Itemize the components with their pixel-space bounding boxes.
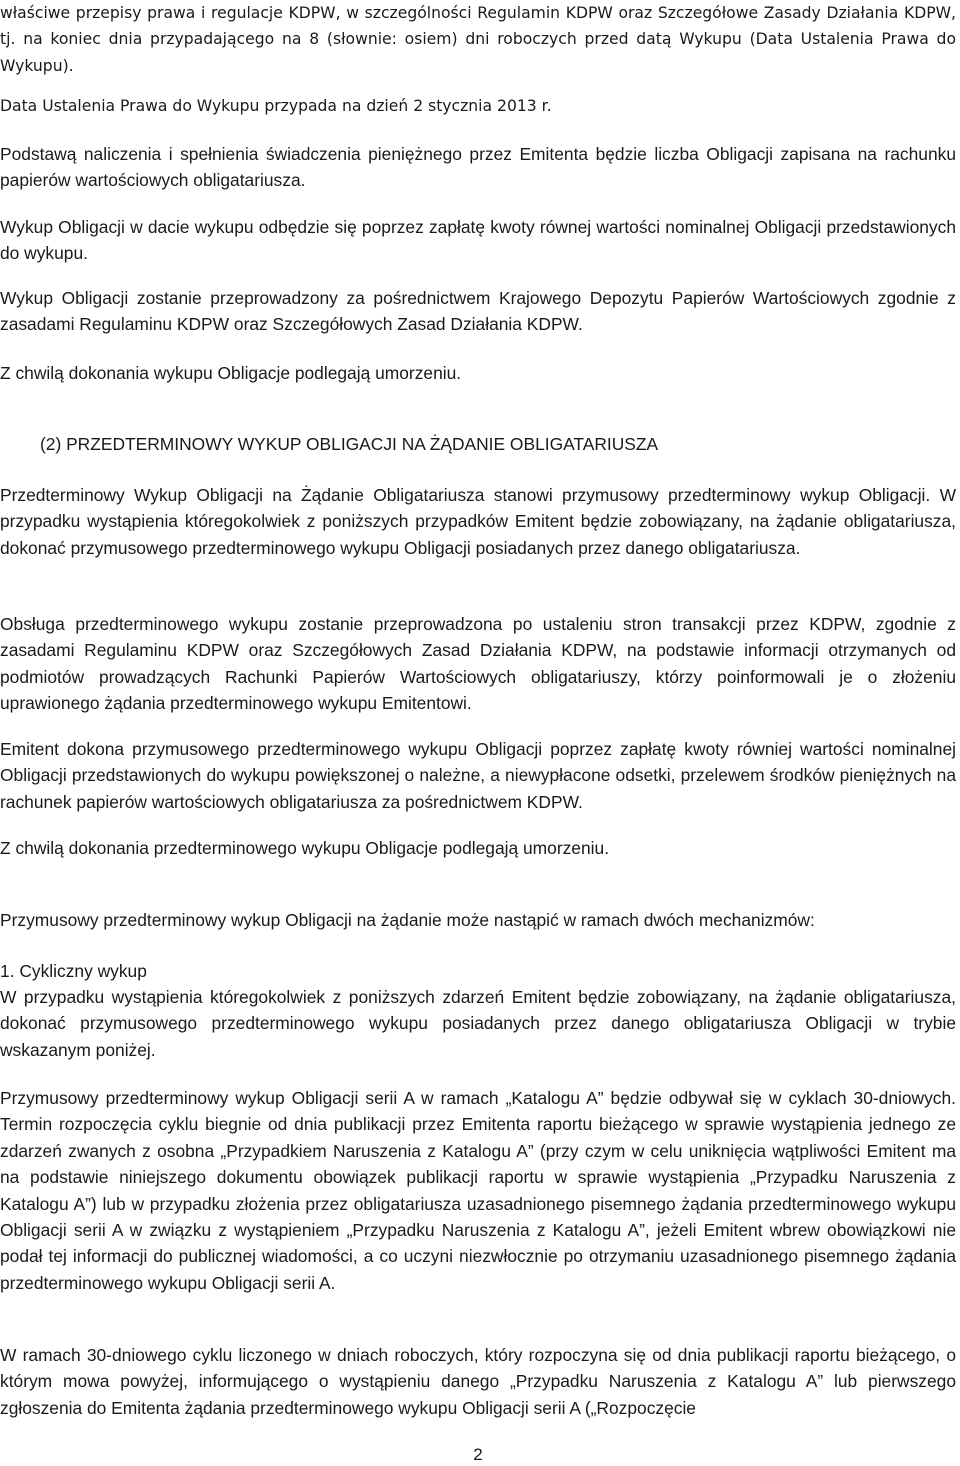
paragraph-kdpw-redemption: Wykup Obligacji zostanie przeprowadzony za pośrednictwem Krajowego Depozytu Papierów Wartościowych zgodnie z zasadami Regulaminu KDPW oraz Szczegółowych Zasad Działania KDPW. [0,288,956,335]
paragraph-record-date: Data Ustalenia Prawa do Wykupu przypada na dzień 2 stycznia 2013 r. [0,97,552,115]
paragraph-early-cancellation: Z chwilą dokonania przedterminowego wykupu Obligacje podlegają umorzeniu. [0,838,610,858]
page-number: 2 [473,1445,483,1464]
paragraph-catalogue-a: Przymusowy przedterminowy wykup Obligacji serii A w ramach „Katalogu A” będzie odbywał się w cyklach 30-dniowych. Termin rozpoczęcia cyklu biegnie od dnia publikacji przez Emitenta raportu bieżącego w sprawie wystąpienia jednego ze zdarzeń zwanych z osobna „Przypadkiem Naruszenia z Katalogu A” (przy czym w celu uniknięcia wątpliwości Emitent ma na podstawie niniejszego dokumentu obowiązek publikacji raportu w sprawie wystąpienia „Przypadku Naruszenia z Katalogu A”) lub w przypadku złożenia przez obligatariusza uzasadnionego pisemnego żądania przedterminowego wykupu Obligacji serii A w związku z wystąpieniem „Przypadku Naruszenia z Katalogu A”, jeżeli Emitent wbrew obowiązkowi nie podał tej informacji do publicznej wiadomości, a co uczyni niezwłocznie po otrzymaniu uzasadnionego pisemnego żądania przedterminowego wykupu Obligacji serii A. [0,1088,956,1293]
mechanism-title: 1. Cykliczny wykup [0,961,147,981]
paragraph-kdpw-rules: właściwe przepisy prawa i regulacje KDPW, w szczególności Regulamin KDPW oraz Szczegółowe Zasady Działania KDPW, tj. na koniec dnia przypadającego na 8 (słownie: osiem) dni roboczych przed datą Wykupu (Data Ustalenia Prawa do Wykupu). [0,4,956,75]
paragraph-30-day-cycle: W ramach 30-dniowego cyklu liczonego w dniach roboczych, który rozpoczyna się od dnia publikacji raportu bieżącego, o którym mowa powyżej, informującego o wystąpieniu danego „Przypadku Naruszenia z Katalogu A” lub pierwszego zgłoszenia do Emitenta żądania przedterminowego wykupu Obligacji serii A („Rozpoczęcie [0,1345,956,1418]
paragraph-calculation-basis: Podstawą naliczenia i spełnienia świadczenia pieniężnego przez Emitenta będzie liczba Obligacji zapisana na rachunku papierów wartościowych obligatariusza. [0,144,956,191]
paragraph-cyclic-redemption-intro: W przypadku wystąpienia któregokolwiek z poniższych zdarzeń Emitent będzie zobowiązany, na żądanie obligatariusza, dokonać przymusowego przedterminowego wykupu posiadanych przez danego obligatariusza Obligacji w trybie wskazanym poniżej. [0,987,956,1060]
paragraph-two-mechanisms: Przymusowy przedterminowy wykup Obligacji na żądanie może nastąpić w ramach dwóch mechanizmów: [0,910,815,930]
paragraph-cancellation: Z chwilą dokonania wykupu Obligacje podlegają umorzeniu. [0,363,462,383]
section-heading: (2) PRZEDTERMINOWY WYKUP OBLIGACJI NA ŻĄDANIE OBLIGATARIUSZA [40,434,659,454]
paragraph-redemption-payment: Wykup Obligacji w dacie wykupu odbędzie się poprzez zapłatę kwoty równej wartości nominalnej Obligacji przedstawionych do wykupu. [0,217,956,264]
paragraph-early-redemption-definition: Przedterminowy Wykup Obligacji na Żądanie Obligatariusza stanowi przymusowy przedterminowy wykup Obligacji. W przypadku wystąpienia któregokolwiek z poniższych przypadków Emitent będzie zobowiązany, na żądanie obligatariusza, dokonać przymusowego przedterminowego wykupu Obligacji posiadanych przez danego obligatariusza. [0,485,956,558]
paragraph-early-redemption-payment: Emitent dokona przymusowego przedterminowego wykupu Obligacji poprzez zapłatę kwoty równiej wartości nominalnej Obligacji przedstawionych do wykupu powiększonej o należne, a niewypłacone odsetki, przelewem środków pieniężnych na rachunek papierów wartościowych obligatariusza za pośrednictwem KDPW. [0,739,956,812]
paragraph-early-redemption-service: Obsługa przedterminowego wykupu zostanie przeprowadzona po ustaleniu stron transakcji przez KDPW, zgodnie z zasadami Regulaminu KDPW oraz Szczegółowych Zasad Działania KDPW, na podstawie informacji otrzymanych od podmiotów prowadzących Rachunki Papierów Wartościowych obligatariuszy, którzy poinformowali je o złożeniu uprawionego żądania przedterminowego wykupu Emitentowi. [0,614,956,714]
